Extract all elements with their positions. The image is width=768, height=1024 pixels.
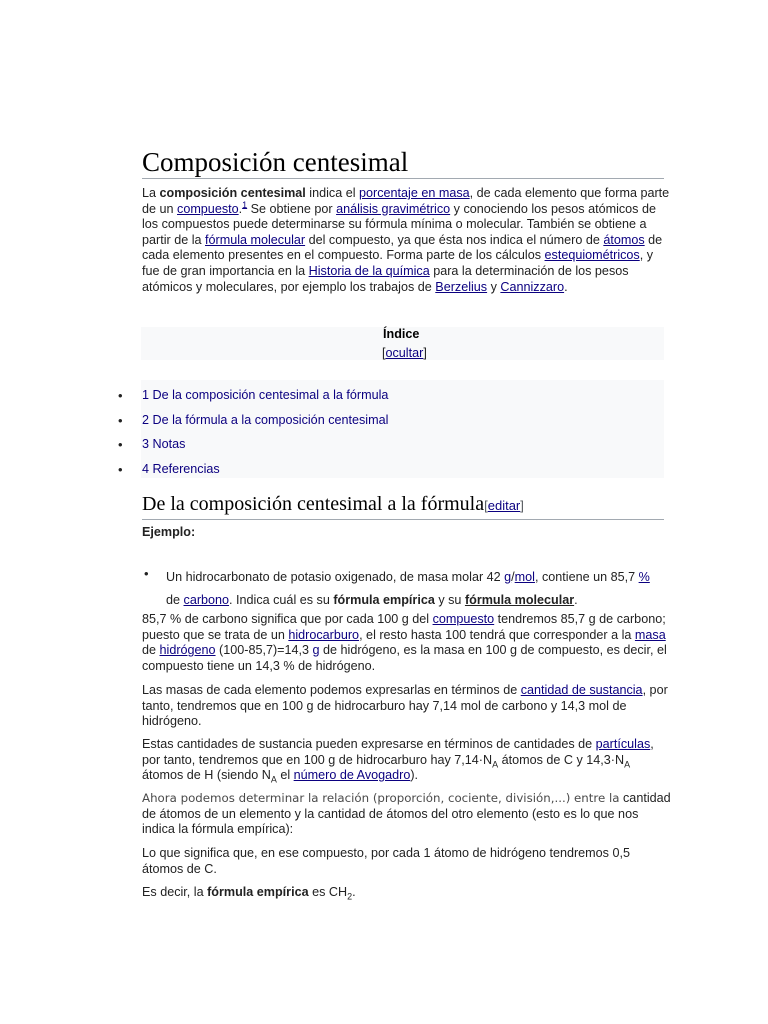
toc-link-4[interactable]: 4 Referencias — [142, 462, 220, 476]
link-hidrocarburo[interactable]: hidrocarburo — [288, 627, 360, 642]
link-mol[interactable]: mol — [514, 570, 535, 584]
link-estequiometricos[interactable]: estequiométricos — [544, 248, 640, 263]
paragraph-6: Es decir, la fórmula empírica es $CH_2$. — [142, 885, 356, 902]
toc-toggle: [ocultar] — [382, 346, 427, 360]
edit-link[interactable]: editar — [487, 498, 521, 513]
paragraph-5: Lo que significa que, en ese compuesto, por cada 1 átomo de hidrógeno tendremos 0,5 átomos de C. — [142, 846, 630, 876]
link-formula-molecular[interactable]: fórmula molecular — [205, 232, 306, 247]
link-percent[interactable]: % — [638, 570, 650, 584]
intro-paragraph: La composición centesimal indica el porcentaje en masa, de cada elemento que forma parte de un compuesto.$^1$ Se obtiene por análisis gravimétrico y conociendo los pesos atómicos de los compuestos puede determinarse su fórmula mínima o molecular. También se obtiene a partir de la fórmula molecular del compuesto, ya que ésta nos indica el número de átomos de cada elemento presentes en el compuesto. Forma parte de los cálculos estequiométricos, y fue de gran importancia en la Historia de la química para la determinación de los pesos atómicos y moleculares, por ejemplo los trabajos de Berzelius y Cannizzaro. — [142, 186, 670, 294]
bullet-icon: • — [118, 462, 123, 477]
link-cannizzaro[interactable]: Cannizzaro — [500, 279, 565, 294]
toc-link-1[interactable]: 1 De la composición centesimal a la fórmula — [142, 388, 389, 402]
page-title: Composición centesimal — [142, 146, 664, 179]
link-particulas[interactable]: partículas — [595, 737, 651, 751]
bullet-icon: • — [118, 437, 123, 452]
link-cantidad-sustancia[interactable]: cantidad de sustancia — [520, 683, 643, 697]
link-numero-avogadro[interactable]: número de Avogadro — [293, 768, 411, 783]
link-compuesto[interactable]: compuesto — [177, 201, 239, 216]
paragraph-4: Ahora podemos determinar la relación (proporción, cociente, división,...) entre la cantidad de átomos de un elemento y la cantidad de átomos del otro elemento (esto es lo que nos indica la fórmula empírica): — [142, 791, 671, 837]
link-porcentaje-en-masa[interactable]: porcentaje en masa — [359, 186, 470, 200]
toc-link-2[interactable]: 2 De la fórmula a la composición centesimal — [142, 413, 389, 427]
toc-hide-link[interactable]: ocultar — [385, 346, 424, 360]
bullet-icon: • — [118, 388, 123, 403]
link-atomos[interactable]: átomos — [603, 232, 645, 247]
paragraph-3: Estas cantidades de sustancia pueden expresarse en términos de cantidades de partículas, por tanto, tendremos que en 100 g de hidrocarburo hay $7,14\cdot N_A$ átomos de C y $14,3\cdot N_A$ átomos de H (siendo $N_A$ el número de Avogadro). — [142, 737, 654, 785]
toc-title: Índice — [383, 327, 420, 341]
link-masa[interactable]: masa — [634, 627, 666, 642]
bullet-icon: • — [144, 566, 149, 581]
section-heading: De la composición centesimal a la fórmula[editar] — [142, 491, 664, 520]
link-formula-molecular-2[interactable]: fórmula molecular — [464, 593, 575, 607]
bullet-icon: • — [118, 413, 123, 428]
link-g[interactable]: g — [504, 570, 512, 584]
link-compuesto-2[interactable]: compuesto — [432, 612, 495, 626]
example-label: Ejemplo: — [142, 525, 196, 539]
link-analisis-gravimetrico[interactable]: análisis gravimétrico — [336, 201, 451, 216]
paragraph-1: 85,7 % de carbono significa que por cada 100 g del compuesto tendremos 85,7 g de carbono; puesto que se trata de un hidrocarburo, el resto hasta 100 tendrá que corresponder a la masa de hidrógeno (100-85,7)=14,3 g de hidrógeno, es la masa en 100 g de compuesto, es decir, el compuesto tiene un 14,3 % de hidrógeno. — [142, 612, 667, 673]
link-carbono[interactable]: carbono — [183, 593, 230, 607]
toc-list — [110, 380, 664, 478]
toc-link-3[interactable]: 3 Notas — [142, 437, 186, 451]
link-hidrogeno[interactable]: hidrógeno — [159, 643, 216, 658]
edit-section: [editar] — [484, 498, 524, 513]
link-historia-quimica[interactable]: Historia de la química — [308, 263, 430, 278]
link-g-2[interactable]: g — [312, 643, 320, 658]
link-berzelius[interactable]: Berzelius — [435, 279, 488, 294]
example-item: Un hidrocarbonato de potasio oxigenado, de masa molar 42 g/mol, contiene un 85,7 % de carbono. Indica cuál es su fórmula empírica y su fórmula molecular. — [166, 570, 650, 607]
footnote-ref[interactable]: 1 — [242, 199, 248, 210]
paragraph-2: Las masas de cada elemento podemos expresarlas en términos de cantidad de sustancia, por tanto, tendremos que en 100 g de hidrocarburo hay 7,14 mol de carbono y 14,3 mol de hidrógeno. — [142, 683, 668, 729]
bold-term: composición centesimal — [159, 186, 306, 200]
